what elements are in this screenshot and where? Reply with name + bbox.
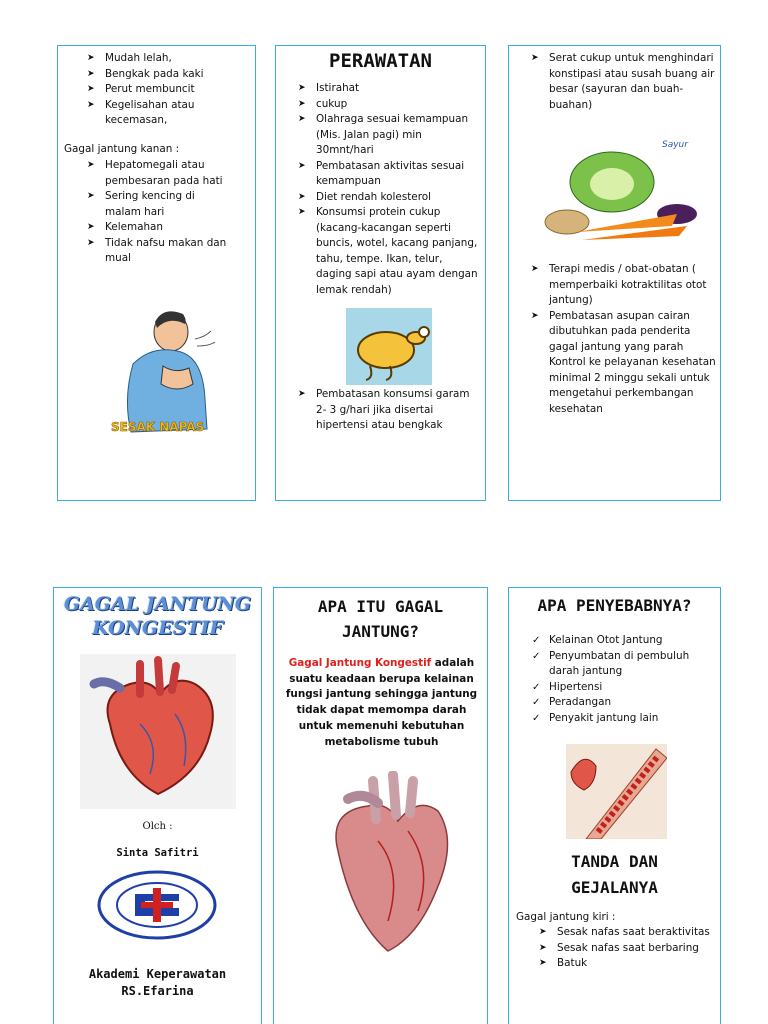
definition-highlight: Gagal Jantung Kongestif xyxy=(288,657,432,669)
panel-perawatan-continued xyxy=(508,45,721,501)
fiber-list xyxy=(531,51,716,113)
list-item: ➤ Perut membuncit xyxy=(87,82,252,98)
definition-title xyxy=(274,594,487,644)
signs-title xyxy=(509,849,720,901)
academy-line1: Akademi Keperawatan xyxy=(88,967,227,981)
cause-item: ✓ Peradangan xyxy=(531,695,716,711)
perawatan-list-2 xyxy=(298,387,481,434)
symptom-item: ➤ Sesak nafas saat berbaring xyxy=(539,941,719,957)
list-item: ➤ Sering kencing di malam hari xyxy=(87,189,227,220)
sayur-label: Sayur xyxy=(662,140,688,150)
cause-item: ✓ Kelainan Otot Jantung xyxy=(531,633,716,649)
list-item: ➤ Pembatasan aktivitas sesuai kemampuan xyxy=(298,159,481,190)
list-item: ➤ Terapi medis / obat-obatan ( memperbaiki kotraktilitas otot jantung) xyxy=(531,262,716,309)
list-item: ➤ Pembatasan asupan cairan dibutuhkan pada penderita gagal jantung yang parah Kontrol ke pelayanan kesehatan minimal 2 minggu sekali untuk mengetahui perkembangan kesehatan xyxy=(531,309,716,418)
academy-line2: RS.Efarina xyxy=(121,984,194,998)
heart-illustration xyxy=(80,654,236,809)
perawatan-title: PERAWATAN xyxy=(329,50,432,72)
symptom-item: ➤ Batuk xyxy=(539,956,719,972)
list-item: ➤ Istirahat xyxy=(298,81,481,97)
definition-text: adalah suatu keadaan berupa kelainan fungsi jantung sehingga jantung tidak dapat memompa darah untuk memenuhi kebutuhan metabolisme tubuh xyxy=(285,657,478,748)
definition-title-line1: APA ITU GAGAL xyxy=(317,597,444,616)
list-item: ➤ Kelemahan xyxy=(87,220,227,236)
vegetables-illustration xyxy=(537,122,707,250)
author-name: Sinta Safitri xyxy=(116,847,199,859)
list-item: ➤ Bengkak pada kaki xyxy=(87,67,252,83)
panel-cover xyxy=(53,587,262,1024)
definition-paragraph xyxy=(282,656,481,750)
list-item: ➤ cukup xyxy=(298,97,481,113)
anatomical-heart-illustration xyxy=(318,771,458,961)
signs-title-line2: GEJALANYA xyxy=(571,878,658,897)
perawatan-list xyxy=(298,81,481,298)
chicken-illustration xyxy=(346,308,432,385)
right-heart-failure-heading: Gagal jantung kanan : xyxy=(64,143,180,155)
academy-name xyxy=(54,966,261,1000)
cause-item: ✓ Penyakit jantung lain xyxy=(531,711,716,727)
cause-item: ✓ Hipertensi xyxy=(531,680,716,696)
symptom-item: ➤ Sesak nafas saat beraktivitas xyxy=(539,925,719,941)
cover-title-line2: KONGESTIF xyxy=(92,617,223,639)
list-item: ➤ Tidak nafsu makan dan mual xyxy=(87,236,227,267)
treatment-list xyxy=(531,262,716,417)
cover-title xyxy=(54,592,261,640)
list-item: ➤ Konsumsi protein cukup (kacang-kacangan seperti buncis, wotel, kacang panjang, tahu, tempe. Ikan, telur, daging sapi atau ayam dengan lemak rendah) xyxy=(298,205,481,298)
list-item: ➤ Kegelisahan atau kecemasan, xyxy=(87,98,252,129)
breathless-man-illustration xyxy=(103,304,228,446)
signs-title-line1: TANDA DAN xyxy=(571,852,658,871)
panel-causes xyxy=(508,587,721,1024)
list-item: ➤ Mudah lelah, xyxy=(87,51,252,67)
left-heart-failure-heading: Gagal jantung kiri : xyxy=(516,911,616,923)
causes-list xyxy=(531,633,716,726)
list-item: ➤ Diet rendah kolesterol xyxy=(298,190,481,206)
list-item: ➤ Pembatasan konsumsi garam 2- 3 g/hari jika disertai hipertensi atau bengkak xyxy=(298,387,481,434)
olch-label: Olch : xyxy=(142,821,173,832)
causes-title: APA PENYEBABNYA? xyxy=(537,596,692,615)
list-item: ➤ Hepatomegali atau pembesaran pada hati xyxy=(87,158,227,189)
panel-perawatan xyxy=(275,45,486,501)
akademi-logo xyxy=(97,870,217,940)
blocked-artery-illustration xyxy=(566,744,667,839)
cause-item: ✓ Penyumbatan di pembuluh darah jantung xyxy=(531,649,716,680)
panel-definition xyxy=(273,587,488,1024)
list-item: ➤ Olahraga sesuai kemampuan (Mis. Jalan pagi) min 30mnt/hari xyxy=(298,112,481,159)
panel-symptoms-continued xyxy=(57,45,256,501)
symptom-list-right xyxy=(87,158,227,267)
cover-title-line1: GAGAL JANTUNG xyxy=(63,593,252,615)
sesak-napas-label: SESAK NAPAS xyxy=(111,420,205,434)
symptom-list-left xyxy=(87,51,252,129)
definition-title-line2: JANTUNG? xyxy=(341,622,420,641)
left-symptom-list xyxy=(539,925,719,972)
list-item: ➤ Serat cukup untuk menghindari konstipasi atau susah buang air besar (sayuran dan buah-buahan) xyxy=(531,51,716,113)
